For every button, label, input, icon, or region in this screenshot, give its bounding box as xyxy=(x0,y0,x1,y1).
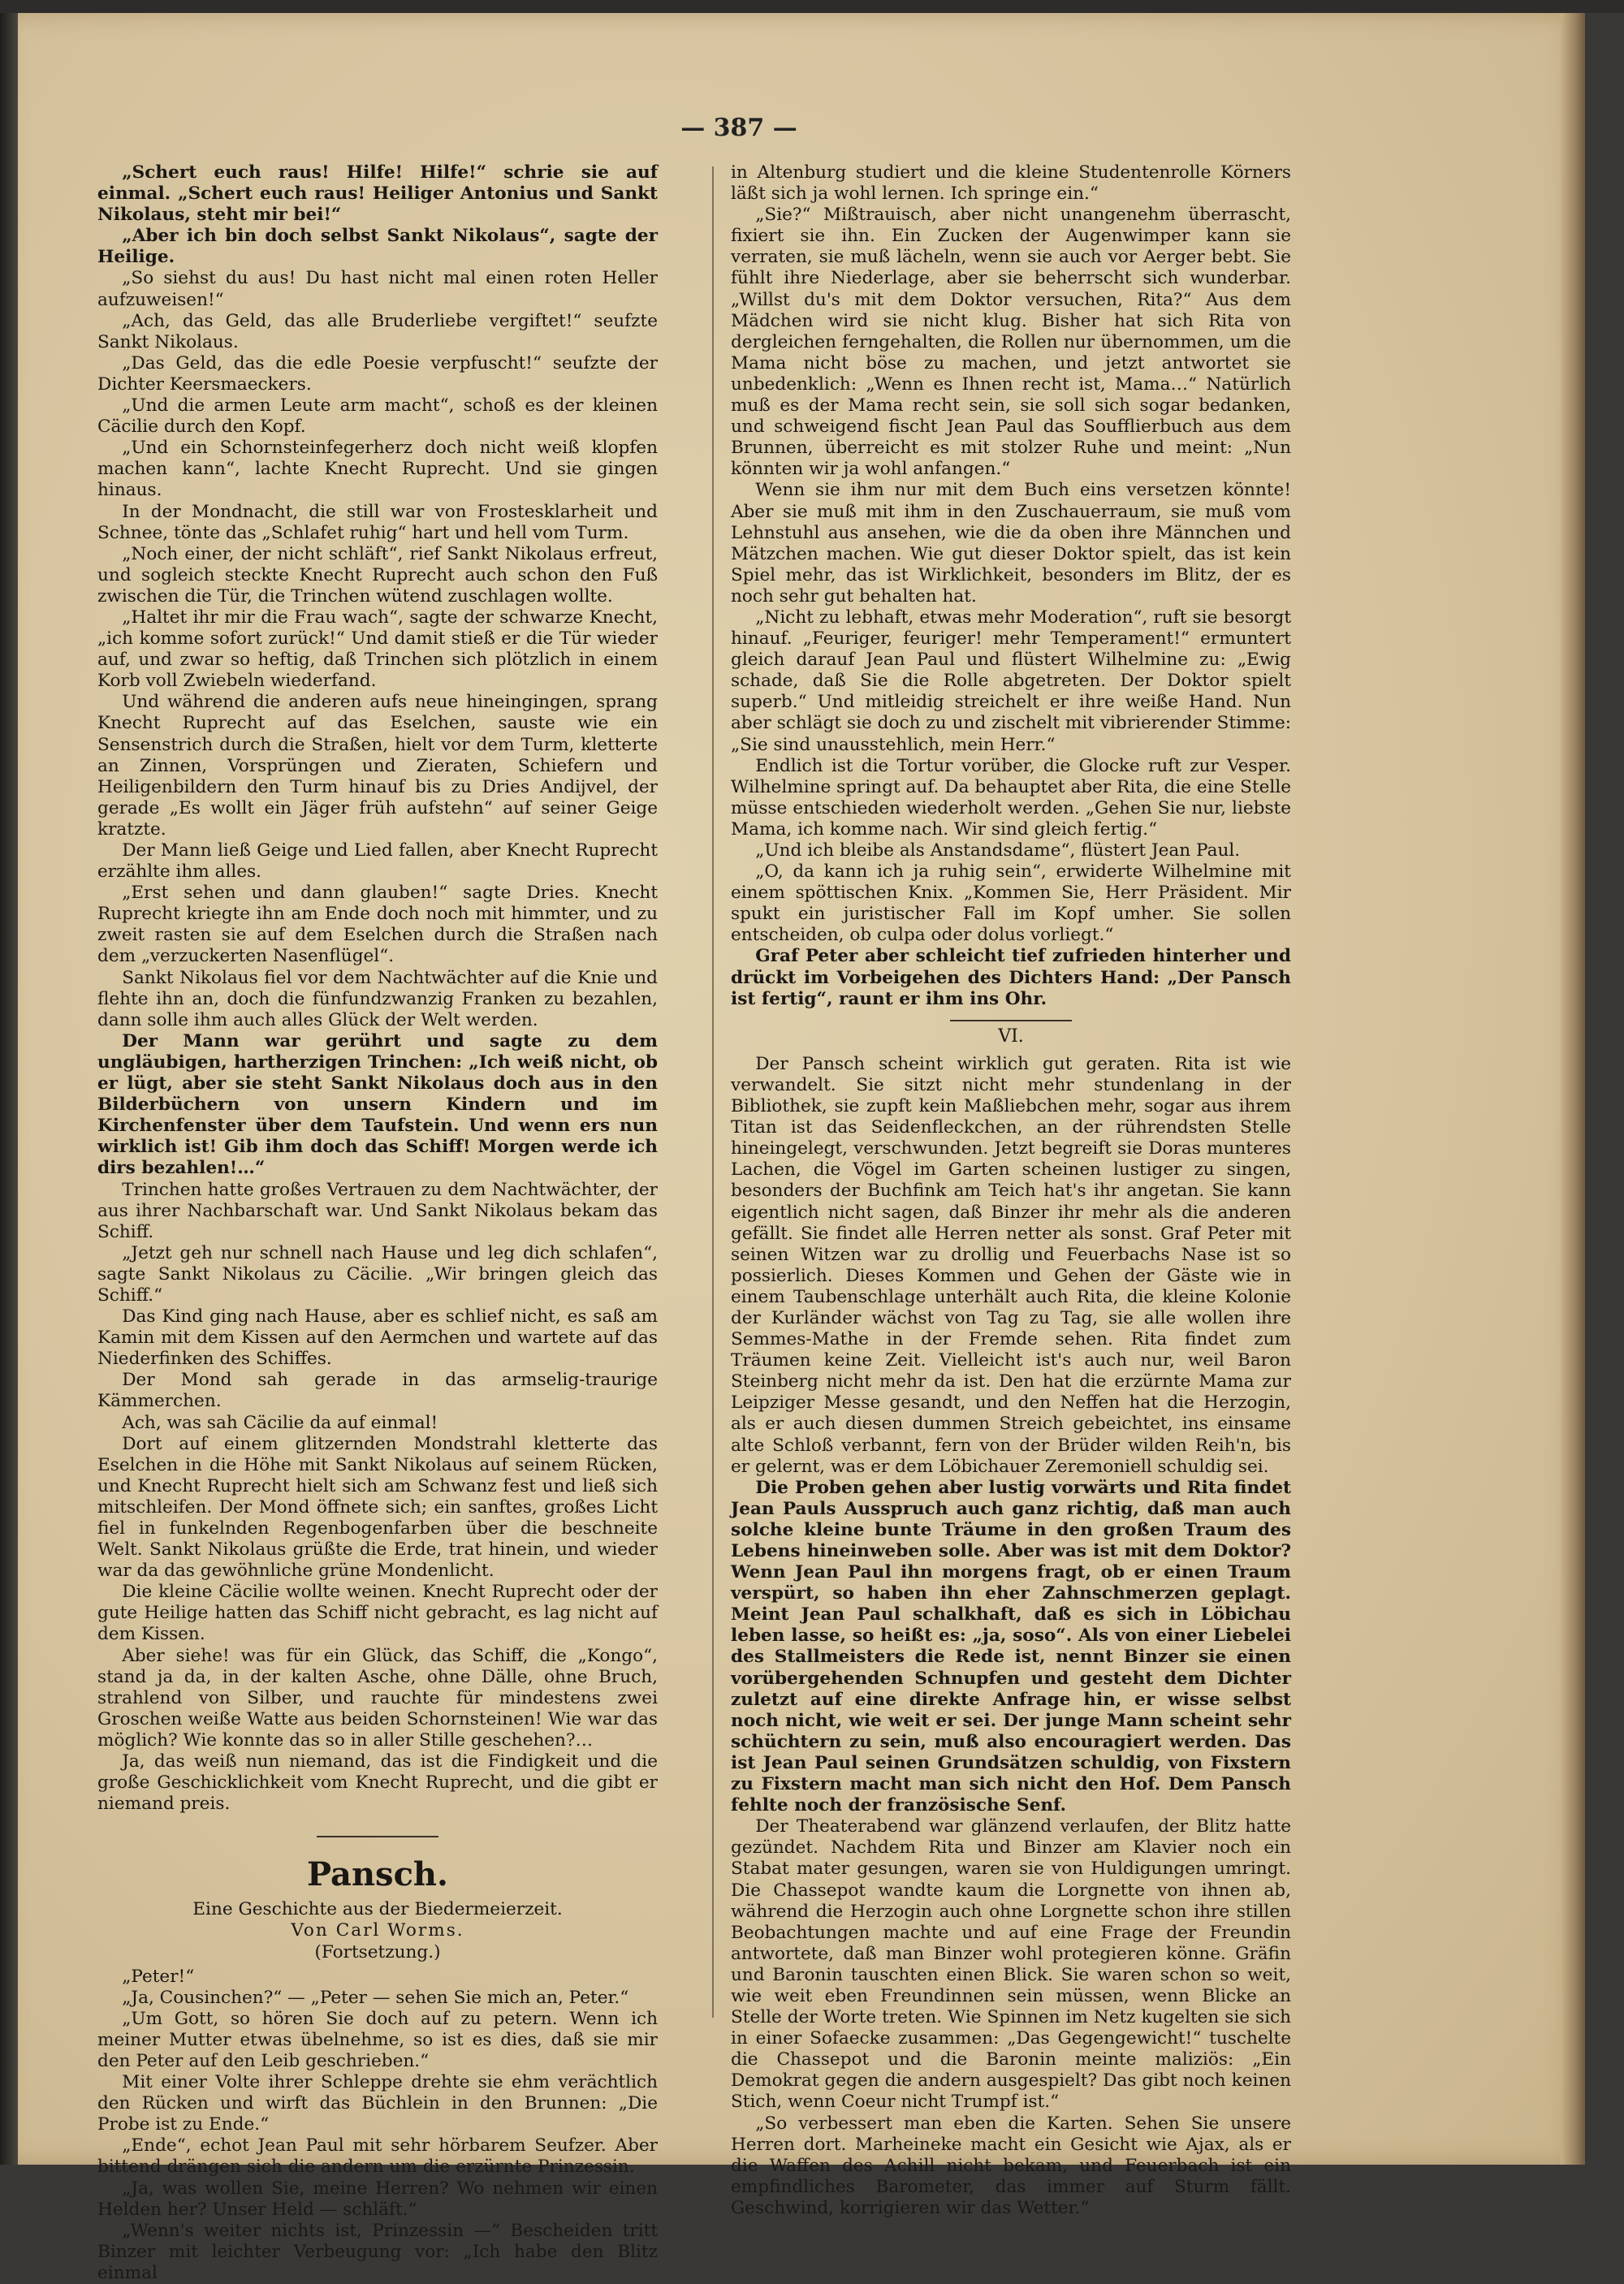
paragraph: Und während die anderen aufs neue hineingingen, sprang Knecht Ruprecht auf das Eselchen, sauste wie ein Sensenstrich durch die Straßen, hielt vor dem Turm, kletterte an Zinnen, Vorsprüngen und Zieraten, Schiefern und Heiligenbildern den Turm hinauf bis zu Dries Andijvel, der gerade „Es wollt ein Jäger früh aufstehn“ auf seiner Geige kratzte. xyxy=(97,692,658,840)
column-divider xyxy=(712,166,714,2018)
right-column xyxy=(731,162,1291,2219)
story-title: Pansch. xyxy=(307,1855,448,1894)
paragraph: „Aber ich bin doch selbst Sankt Nikolaus“, sagte der Heilige. xyxy=(97,226,658,268)
paragraph: Wenn sie ihm nur mit dem Buch eins versetzen könnte! Aber sie muß mit ihm in den Zuschauerraum, sie muß vom Lehnstuhl aus ansehen, wie die da oben ihre Männchen und Mätzchen machen. Wie gut dieser Doktor spielt, das ist kein Spiel mehr, das ist Wirklichkeit, besonders im Blitz, der es noch sehr gut behalten hat. xyxy=(731,480,1291,607)
section-separator-rule xyxy=(317,1836,438,1837)
story-subtitle: Eine Geschichte aus der Biedermeierzeit. xyxy=(192,1899,563,1920)
section-heading: VI. xyxy=(998,1025,1024,1047)
paragraph: „So siehst du aus! Du hast nicht mal einen roten Heller aufzuweisen!“ xyxy=(97,268,658,310)
paragraph: „Ach, das Geld, das alle Bruderliebe vergiftet!“ seufzte Sankt Nikolaus. xyxy=(97,310,658,352)
paragraph: Ja, das weiß nun niemand, das ist die Findigkeit und die große Geschicklichkeit vom Knecht Ruprecht, und die gibt er niemand preis. xyxy=(97,1751,658,1815)
paragraph: Mit einer Volte ihrer Schleppe drehte sie ehm verächtlich den Rücken und wirft das Büchlein in den Brunnen: „Die Probe ist zu Ende.“ xyxy=(97,2072,658,2135)
scan-border-top xyxy=(0,0,1624,13)
paragraph: Der Pansch scheint wirklich gut geraten. Rita ist wie verwandelt. Sie sitzt nicht mehr stundenlang in der Bibliothek, sie zupft kein Maßliebchen mehr, sogar aus ihrem Titan ist das Seidenfleckchen, an der rührendsten Stelle hineingelegt, verschwunden. Jetzt begreift sie Doras munteres Lachen, die Vögel im Garten scheinen lustiger zu singen, besonders der Buchfink am Teich hat's ihr angetan. Sie kann eigentlich nicht sagen, daß Binzer ihr mehr als die anderen gefällt. Sie findet alle Herren netter als sonst. Graf Peter mit seinen Witzen war zu drollig und Feuerbachs Nase ist so possierlich. Dieses Kommen und Gehen der Gäste wie in einem Taubenschlage unterhält auch Rita, die kleine Kolonie der Kurländer wächst von Tag zu Tag, sie alle wollen ihre Semmes-Mathe in der Fremde sehen. Rita findet zum Träumen keine Zeit. Vielleicht ist's auch nur, weil Baron Steinberg nicht mehr da ist. Den hat die erzürnte Mama zur Leipziger Messe gesandt, und den Neffen hat die Herzogin, als er auch diesen dummen Streich gebeichtet, ins einsame alte Schloß verbannt, fern von der Brüder wilden Reih'n, bis er gelernt, was er dem Löbichauer Zeremoniell schuldig sei. xyxy=(731,1053,1291,1477)
paragraph: Das Kind ging nach Hause, aber es schlief nicht, es saß am Kamin mit dem Kissen auf den Aermchen und wartete auf das Niederfinken des Schiffes. xyxy=(97,1306,658,1370)
paragraph: Der Mann war gerührt und sagte zu dem ungläubigen, hartherzigen Trinchen: „Ich weiß nicht, ob er lügt, aber sie steht Sankt Nikolaus doch aus in den Bilderbüchern von unsern Kindern und im Kirchenfenster über dem Taufstein. Und wenn ers nun wirklich ist! Gib ihm doch das Schiff! Morgen werde ich dirs bezahlen!…“ xyxy=(97,1030,658,1179)
paragraph: „Nicht zu lebhaft, etwas mehr Moderation“, ruft sie besorgt hinauf. „Feuriger, feuriger! mehr Temperament!“ ermuntert gleich darauf Jean Paul und flüstert Wilhelmine zu: „Ewig schade, daß Sie die Rolle abgetreten. Der Doktor spielt superb.“ Und mitleidig streichelt er ihre weiße Hand. Nun aber schlägt sie doch zu und zischelt mit vibrierender Stimme: „Sie sind unausstehlich, mein Herr.“ xyxy=(731,607,1291,755)
paragraph: Die kleine Cäcilie wollte weinen. Knecht Ruprecht oder der gute Heilige hatten das Schiff nicht gebracht, es lag nicht auf dem Kissen. xyxy=(97,1582,658,1645)
paragraph: Der Mond sah gerade in das armselig-traurige Kämmerchen. xyxy=(97,1370,658,1412)
paragraph: Dort auf einem glitzernden Mondstrahl kletterte das Eselchen in die Höhe mit Sankt Nikolaus auf seinem Rücken, und Knecht Ruprecht hielt sich am Schwanz fest und ließ sich mitschleifen. Der Mond öffnete sich; ein sanftes, großes Licht fiel in funkelnden Regenbogenfarben über die beschneite Welt. Sankt Nikolaus grüßte die Erde, trat hinein, und wieder war da das gewöhnliche grüne Mondenlicht. xyxy=(97,1433,658,1582)
paragraph: „Ende“, echot Jean Paul mit sehr hörbarem Seufzer. Aber bittend drängen sich die andern um die erzürnte Prinzessin. xyxy=(97,2135,658,2178)
paragraph: „Und die armen Leute arm macht“, schoß es der kleinen Cäcilie durch den Kopf. xyxy=(97,395,658,438)
paragraph: „Schert euch raus! Hilfe! Hilfe!“ schrie sie auf einmal. „Schert euch raus! Heiliger Antonius und Sankt Nikolaus, steht mir bei!“ xyxy=(97,162,658,226)
paragraph: Trinchen hatte großes Vertrauen zu dem Nachtwächter, der aus ihrer Nachbarschaft war. Und Sankt Nikolaus bekam das Schiff. xyxy=(97,1179,658,1242)
paragraph: „Um Gott, so hören Sie doch auf zu petern. Wenn ich meiner Mutter etwas übelnehme, so ist es dies, daß sie mir den Peter auf den Leib geschrieben.“ xyxy=(97,2008,658,2071)
section-separator-rule xyxy=(950,1020,1072,1021)
paragraph: „Ja, Cousinchen?“ — „Peter — sehen Sie mich an, Peter.“ xyxy=(122,1987,629,2008)
paragraph: in Altenburg studiert und die kleine Studentenrolle Körners läßt sich ja wohl lernen. Ich springe ein.“ xyxy=(731,162,1291,205)
paragraph: „Noch einer, der nicht schläft“, rief Sankt Nikolaus erfreut, und sogleich steckte Knecht Ruprecht auch schon den Fuß zwischen die Tür, die Trinchen wütend zuschlagen wollte. xyxy=(97,543,658,607)
paragraph: Der Mann ließ Geige und Lied fallen, aber Knecht Ruprecht erzählte ihm alles. xyxy=(97,840,658,883)
paragraph: „Und ein Schornsteinfegerherz doch nicht weiß klopfen machen kann“, lachte Knecht Ruprecht. Und sie gingen hinaus. xyxy=(97,438,658,501)
story-author: Von Carl Worms. xyxy=(291,1920,464,1941)
left-column xyxy=(97,162,658,2284)
paragraph: Sankt Nikolaus fiel vor dem Nachtwächter auf die Knie und flehte ihn an, doch die fünfundzwanzig Franken zu bezahlen, dann solle ihm auch alles Glück der Welt werden. xyxy=(97,967,658,1030)
paragraph: Der Theaterabend war glänzend verlaufen, der Blitz hatte gezündet. Nachdem Rita und Binzer am Klavier noch ein Stabat mater gesungen, waren sie von Huldigungen umringt. Die Chassepot wandte kaum die Lorgnette von ihnen ab, während die Herzogin auch ohne Lorgnette schon ihre stillen Beobachtungen machte und auf eine Frage der Freundin antwortete, daß man Binzer wohl protegieren könne. Gräfin und Baronin tauschten einen Blick. Sie waren schon so weit, wie weit eben Freundinnen sein müssen, wenn Blicke an Stelle der Worte treten. Wie Spinnen im Netz kugelten sie sich in einer Sofaecke zusammen: „Das Gegengewicht!“ tuschelte die Chassepot und die Baronin meinte maliziös: „Ein Demokrat gegen die andern ausgespielt? Das gibt noch keinen Stich, wenn Coeur nicht Trumpf ist.“ xyxy=(731,1816,1291,2113)
paragraph: „So verbessert man eben die Karten. Sehen Sie unsere Herren dort. Marheineke macht ein Gesicht wie Ajax, als er die Waffen des Achill nicht bekam, und Feuerbach ist ein empfindliches Barometer, das immer auf Sturm fällt. Geschwind, korrigieren wir das Wetter.“ xyxy=(731,2113,1291,2218)
story-continued-note: (Fortsetzung.) xyxy=(314,1941,441,1962)
paragraph: Ach, was sah Cäcilie da auf einmal! xyxy=(122,1412,438,1433)
paragraph: „Ja, was wollen Sie, meine Herren? Wo nehmen wir einen Helden her? Unser Held — schläft.“ xyxy=(97,2178,658,2220)
paragraph: Endlich ist die Tortur vorüber, die Glocke ruft zur Vesper. Wilhelmine springt auf. Da behauptet aber Rita, die eine Stelle müsse entschieden wiederholt werden. „Gehen Sie nur, liebste Mama, ich komme nach. Wir sind gleich fertig.“ xyxy=(731,755,1292,840)
paragraph: „Peter!“ xyxy=(122,1966,195,1987)
paragraph: Graf Peter aber schleicht tief zufrieden hinterher und drückt im Vorbeigehen des Dichters Hand: „Der Pansch ist fertig“, raunt er ihm ins Ohr. xyxy=(731,946,1291,1009)
paragraph: „Und ich bleibe als Anstandsdame“, flüstert Jean Paul. xyxy=(755,840,1241,861)
paragraph: Die Proben gehen aber lustig vorwärts und Rita findet Jean Pauls Ausspruch auch ganz richtig, daß man auch solche kleine bunte Träume in den großen Traum des Lebens hineinweben solle. Aber was ist mit dem Doktor? Wenn Jean Paul ihn morgens fragt, ob er einen Traum verspürt, so haben ihn eher Zahnschmerzen geplagt. Meint Jean Paul schalkhaft, daß es sich in Löbichau leben lasse, so heißt es: „ja, soso“. Als von einer Liebelei des Stallmeisters die Rede ist, nennt Binzer sie einen vorübergehenden Schnupfen und gesteht dem Dichter zuletzt auf eine direkte Anfrage hin, er wisse selbst noch nicht, wie weit er sei. Der junge Mann scheint sehr schüchtern zu sein, muß also encouragiert werden. Das ist Jean Paul seinen Grundsätzen schuldig, von Fixstern zu Fixstern macht man sich nicht den Hof. Dem Pansch fehlte noch der französische Senf. xyxy=(731,1477,1291,1816)
paragraph: Aber siehe! was für ein Glück, das Schiff, die „Kongo“, stand ja da, in der kalten Asche, ohne Dälle, ohne Bruch, strahlend von Silber, und rauchte für mindestens zwei Groschen weiße Watte aus beiden Schornsteinen! Wie war das möglich? Wie konnte das so in aller Stille geschehen?… xyxy=(97,1645,658,1751)
paragraph: „Jetzt geh nur schnell nach Hause und leg dich schlafen“, sagte Sankt Nikolaus zu Cäcilie. „Wir bringen gleich das Schiff.“ xyxy=(97,1242,658,1306)
paragraph: „Haltet ihr mir die Frau wach“, sagte der schwarze Knecht, „ich komme sofort zurück!“ Und damit stieß er die Tür wieder auf, und zwar so heftig, daß Trinchen sich plötzlich in einem Korb voll Zwiebeln wiederfand. xyxy=(97,607,658,692)
scan-border-left xyxy=(0,0,18,2165)
paragraph: „Das Geld, das die edle Poesie verpfuscht!“ seufzte der Dichter Keersmaeckers. xyxy=(97,352,658,395)
paragraph: In der Mondnacht, die still war von Frostesklarheit und Schnee, tönte das „Schlafet ruhig“ hart und hell vom Turm. xyxy=(97,501,658,543)
paragraph: „Wenn's weiter nichts ist, Prinzessin —“ Bescheiden tritt Binzer mit leichter Verbeugung vor: „Ich habe den Blitz einmal xyxy=(97,2220,658,2283)
paragraph: „O, da kann ich ja ruhig sein“, erwiderte Wilhelmine mit einem spöttischen Knix. „Kommen Sie, Herr Präsident. Mir spukt ein juristischer Fall im Kopf umher. Sie sollen entscheiden, ob culpa oder dolus vorliegt.“ xyxy=(731,861,1291,946)
paragraph: „Erst sehen und dann glauben!“ sagte Dries. Knecht Ruprecht kriegte ihn am Ende doch noch mit himmter, und zu zweit rasten sie auf dem Eselchen durch die Straßen nach dem „verzuckerten Nasenflügel“. xyxy=(97,883,658,967)
page-spine-shadow xyxy=(1561,13,1585,2165)
page-number: — 387 — xyxy=(680,114,797,142)
paragraph: „Sie?“ Mißtrauisch, aber nicht unangenehm überrascht, fixiert sie ihn. Ein Zucken der Augenwimper kann sie verraten, sie muß lächeln, wenn sie auch vor Aerger bebt. Sie fühlt ihre Niederlage, aber sie beherrscht sich wunderbar. „Willst du's mit dem Doktor versuchen, Rita?“ Aus dem Mädchen wird sie nicht klug. Bisher hat sich Rita von dergleichen ferngehalten, die Rollen nur übernommen, um die Mama nicht böse zu machen, und jetzt antwortet sie unbedenklich: „Wenn es Ihnen recht ist, Mama…“ Natürlich muß es der Mama recht sein, sie soll sich sogar bedanken, und schweigend fischt Jean Paul das Soufflierbuch aus dem Brunnen, überreicht es mit stolzer Ruhe und meint: „Nun könnten wir ja wohl anfangen.“ xyxy=(731,205,1291,480)
